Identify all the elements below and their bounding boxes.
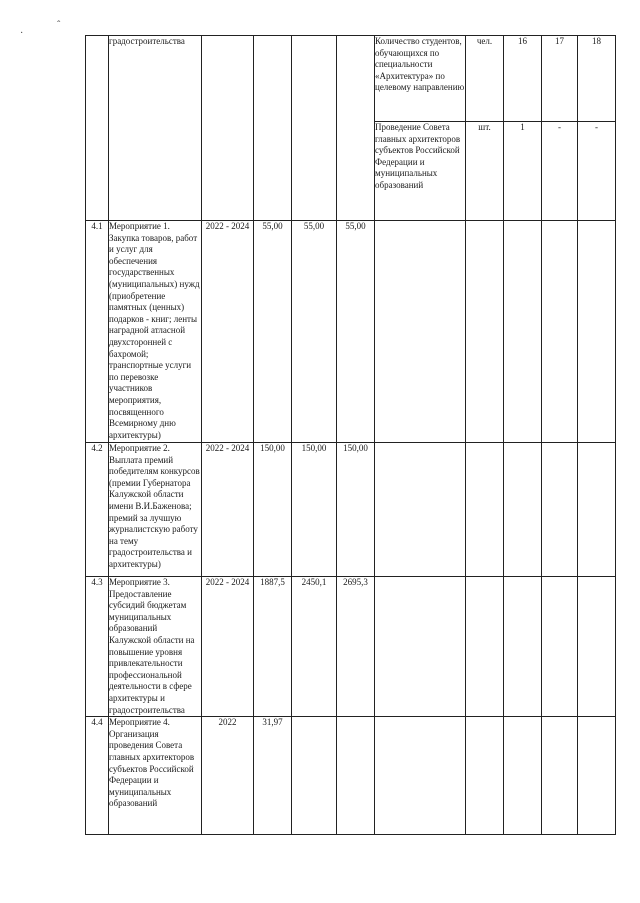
table-row (86, 717, 616, 835)
period: 2022 - 2024 (202, 221, 254, 443)
num-cell (86, 36, 109, 221)
table-row (86, 221, 616, 443)
empty-cell (542, 221, 578, 443)
table-row (86, 577, 616, 717)
indicator-value-cell (578, 122, 616, 221)
empty-cell (466, 717, 504, 835)
indicator-value-cell (504, 122, 542, 221)
row-number: 4.1 (86, 221, 109, 443)
year3-cell (337, 36, 375, 221)
measure-name: Мероприятие 1. Закупка товаров, работ и услуг для обеспечения государственных (муниципальных) нужд (приобретение памятных (ценных) подарков - книг; ленты наградной атласной двухсторонней с бахромой; транспортные услуги по перевозке участников мероприятия, посвященного Всемирному дню архитектуры) (109, 221, 202, 443)
program-table (85, 35, 616, 835)
empty-cell (542, 717, 578, 835)
empty-cell (578, 443, 616, 577)
indicator-value-cell (578, 36, 616, 122)
indicator-value-cell (542, 36, 578, 122)
continued-name-cell (109, 36, 202, 221)
indicator-name: Проведение Совета главных архитекторов субъектов Российской Федерации и муниципальных образований (375, 122, 461, 190)
empty-cell (466, 577, 504, 717)
amount-year1: 150,00 (254, 443, 292, 577)
continuation-row-1 (86, 36, 616, 122)
period: 2022 - 2024 (202, 443, 254, 577)
empty-cell (578, 577, 616, 717)
indicator-value-cell (542, 122, 578, 221)
row-number: 4.3 (86, 577, 109, 717)
empty-cell (375, 221, 466, 443)
indicator-value: 18 (592, 36, 601, 46)
indicator-unit-cell (466, 36, 504, 122)
empty-cell (504, 717, 542, 835)
amount-year2: 55,00 (292, 221, 337, 443)
measure-name: Мероприятие 3. Предоставление субсидий бюджетам муниципальных образований Калужской области на повышение уровня привлекательности профессиональной деятельности в сфере архитектуры и градостроительства (109, 577, 202, 717)
empty-cell (504, 577, 542, 717)
indicator-name-cell (375, 122, 466, 221)
empty-cell (466, 221, 504, 443)
empty-cell (375, 717, 466, 835)
measure-name: Мероприятие 4. Организация проведения Совета главных архитекторов субъектов Российской Федерации и муниципальных образований (109, 717, 202, 835)
scan-speck: ˆ (57, 20, 61, 31)
indicator-unit-cell (466, 122, 504, 221)
empty-cell (542, 443, 578, 577)
indicator-name-cell (375, 36, 466, 122)
amount-year3: 55,00 (337, 221, 375, 443)
empty-cell (375, 577, 466, 717)
amount-year2: 150,00 (292, 443, 337, 577)
period: 2022 (202, 717, 254, 835)
empty-cell (504, 443, 542, 577)
year1-cell (254, 36, 292, 221)
row-number: 4.4 (86, 717, 109, 835)
indicator-value: 16 (518, 36, 527, 46)
period-cell (202, 36, 254, 221)
indicator-value-cell (504, 36, 542, 122)
empty-cell (578, 221, 616, 443)
scan-speck: · (20, 28, 24, 39)
empty-cell (578, 717, 616, 835)
amount-year3: 2695,3 (337, 577, 375, 717)
amount-year1: 1887,5 (254, 577, 292, 717)
amount-year3: 150,00 (337, 443, 375, 577)
empty-cell (542, 577, 578, 717)
amount-year2: 2450,1 (292, 577, 337, 717)
indicator-name: Количество студентов, обучающихся по специальности «Архитектура» по целевому направлению (375, 36, 465, 93)
year2-cell (292, 36, 337, 221)
continued-name-text: градостроительства (109, 36, 185, 46)
indicator-value: - (595, 122, 598, 132)
empty-cell (375, 443, 466, 577)
indicator-unit: чел. (476, 36, 493, 46)
indicator-value: - (558, 122, 561, 132)
amount-year1: 55,00 (254, 221, 292, 443)
indicator-value: 1 (520, 122, 525, 132)
period: 2022 - 2024 (202, 577, 254, 717)
amount-year2 (292, 717, 337, 835)
indicator-value: 17 (555, 36, 564, 46)
measure-name: Мероприятие 2. Выплата премий победителям конкурсов (премии Губернатора Калужской области имени В.И.Баженова; премий за лучшую журналистскую работу на тему градостроительства и архитектуры) (109, 443, 202, 577)
amount-year1: 31,97 (254, 717, 292, 835)
amount-year3 (337, 717, 375, 835)
empty-cell (466, 443, 504, 577)
table-row (86, 443, 616, 577)
empty-cell (504, 221, 542, 443)
indicator-unit: шт. (478, 122, 491, 132)
row-number: 4.2 (86, 443, 109, 577)
